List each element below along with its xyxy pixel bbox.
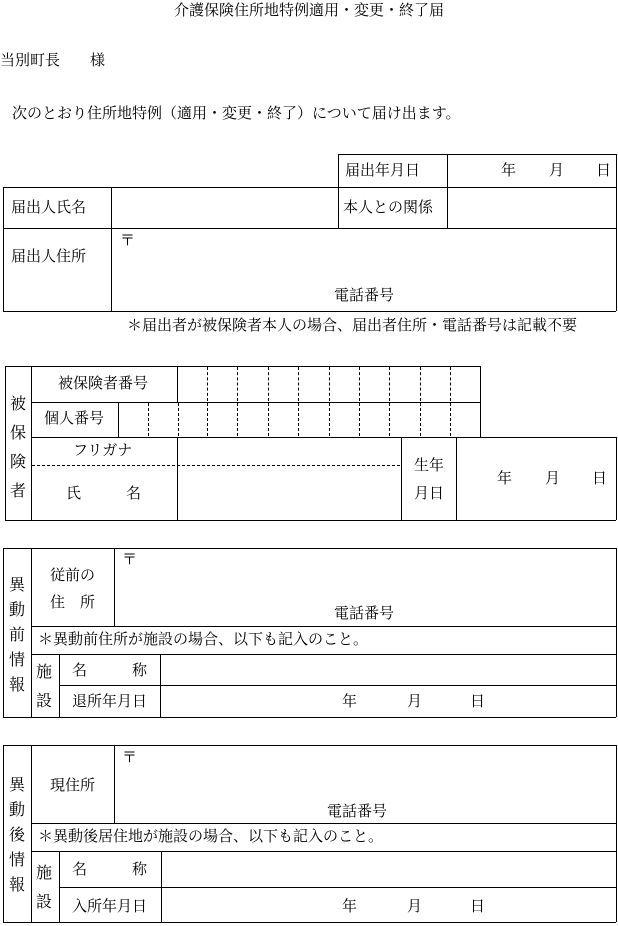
- notification-note: ＊届出者が被保険者本人の場合、届出者住所・電話番号は記載不要: [127, 316, 578, 334]
- notification-month-label: 月: [549, 161, 565, 179]
- enter-year-label: 年: [342, 897, 358, 915]
- addressee: 当別町長 様: [0, 51, 106, 69]
- after-facility-name-field[interactable]: [162, 852, 615, 886]
- birth-label-1: 生年: [414, 456, 445, 474]
- birth-label-2: 月日: [414, 484, 445, 502]
- before-address-label-1: 従前の: [50, 566, 96, 584]
- relation-label: 本人との関係: [343, 198, 434, 216]
- before-facility-note: ＊異動前住所が施設の場合、以下も記入のこと。: [38, 630, 369, 648]
- after-side-char-3: 後: [8, 825, 25, 844]
- phone-label: 電話番号: [334, 286, 395, 304]
- after-side-char-2: 動: [8, 800, 25, 819]
- current-address-field[interactable]: [115, 746, 615, 822]
- birth-month-label: 月: [545, 469, 561, 487]
- after-side-char-5: 報: [8, 875, 25, 894]
- leave-month-label: 月: [407, 692, 423, 710]
- before-side-char-5: 報: [8, 675, 25, 694]
- insured-side-char-2: 保: [9, 423, 26, 442]
- notification-date-field[interactable]: [448, 155, 615, 186]
- before-facility-char-2: 設: [35, 691, 52, 710]
- birth-date-field[interactable]: [457, 438, 615, 519]
- notifier-address-field[interactable]: [112, 229, 615, 310]
- before-side-char-1: 異: [8, 575, 25, 594]
- after-facility-char-1: 施: [35, 863, 52, 882]
- after-postal-mark: 〒: [122, 748, 138, 766]
- after-phone-label: 電話番号: [327, 802, 388, 820]
- enter-date-label: 入所年月日: [72, 897, 148, 915]
- leave-date-label: 退所年月日: [72, 692, 148, 710]
- after-side-char-1: 異: [8, 775, 25, 794]
- leave-year-label: 年: [342, 692, 358, 710]
- insured-side-char-3: 険: [9, 452, 26, 471]
- before-side-char-2: 動: [8, 600, 25, 619]
- form-title: 介護保険住所地特例適用・変更・終了届: [173, 1, 444, 19]
- before-side-char-4: 情: [8, 650, 25, 669]
- insured-side-char-4: 者: [9, 481, 26, 500]
- birth-year-label: 年: [497, 469, 513, 487]
- before-facility-name-field[interactable]: [161, 655, 615, 684]
- before-address-field[interactable]: [115, 549, 615, 625]
- relation-field[interactable]: [448, 188, 615, 227]
- current-address-label: 現住所: [50, 776, 96, 794]
- insured-name-field[interactable]: [178, 466, 400, 519]
- notifier-name-label: 届出人氏名: [11, 198, 87, 216]
- furigana-label: フリガナ: [73, 441, 133, 459]
- notification-date-label: 届出年月日: [345, 161, 421, 179]
- after-facility-char-2: 設: [35, 892, 52, 911]
- before-side-char-3: 前: [8, 625, 25, 644]
- after-facility-note: ＊異動後居住地が施設の場合、以下も記入のこと。: [38, 827, 384, 845]
- insured-side-char-1: 被: [9, 394, 26, 413]
- insured-number-field[interactable]: [178, 367, 479, 401]
- before-address-label-2: 住 所: [50, 593, 96, 611]
- enter-day-label: 日: [470, 897, 486, 915]
- notification-day-label: 日: [596, 161, 612, 179]
- enter-date-field[interactable]: [162, 888, 615, 921]
- before-facility-name-label: 名 称: [72, 661, 148, 679]
- insured-number-label: 被保険者番号: [58, 374, 149, 392]
- before-facility-char-1: 施: [35, 662, 52, 681]
- leave-day-label: 日: [470, 692, 486, 710]
- personal-number-field[interactable]: [119, 403, 479, 436]
- insured-name-label: 氏 名: [66, 484, 142, 502]
- after-facility-name-label: 名 称: [72, 860, 148, 878]
- enter-month-label: 月: [407, 897, 423, 915]
- before-phone-label: 電話番号: [334, 604, 395, 622]
- after-side-char-4: 情: [8, 850, 25, 869]
- birth-day-label: 日: [592, 469, 608, 487]
- notifier-address-label: 届出人住所: [11, 247, 87, 265]
- furigana-field[interactable]: [178, 438, 400, 464]
- notification-year-label: 年: [501, 161, 517, 179]
- notifier-name-field[interactable]: [112, 188, 337, 227]
- before-postal-mark: 〒: [122, 550, 138, 568]
- intro-text: 次のとおり住所地特例（適用・変更・終了）について届け出ます。: [12, 104, 461, 122]
- postal-mark: 〒: [120, 231, 136, 249]
- personal-number-label: 個人番号: [44, 409, 105, 427]
- leave-date-field[interactable]: [161, 686, 615, 716]
